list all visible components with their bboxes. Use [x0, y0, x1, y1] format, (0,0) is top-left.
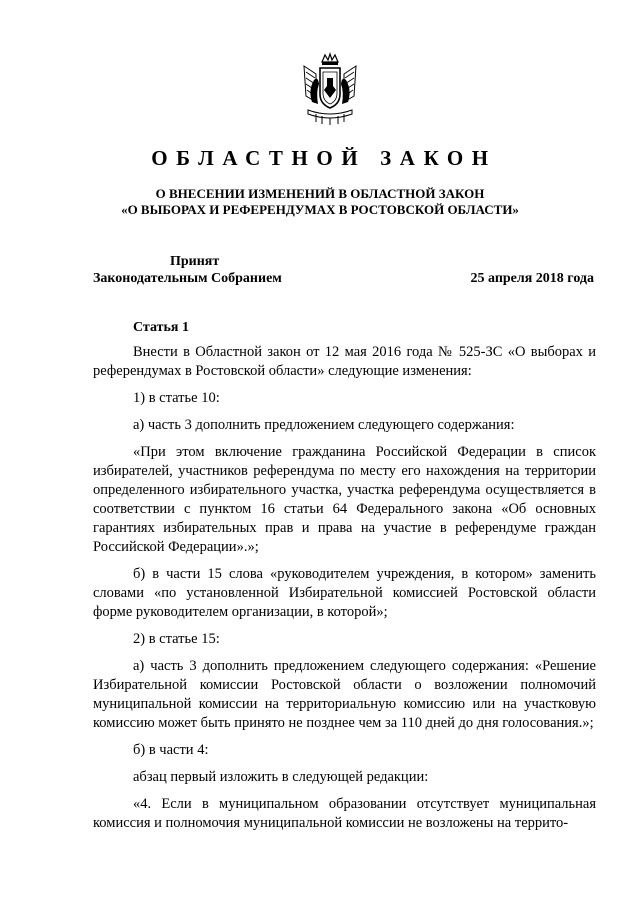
paragraph-item-1a: а) часть 3 дополнить предложением следующего содержания:	[133, 417, 515, 433]
document-subtitle-line-1: О ВНЕСЕНИИ ИЗМЕНЕНИЙ В ОБЛАСТНОЙ ЗАКОН	[155, 186, 485, 201]
paragraph-item-2: 2) в статье 15:	[133, 631, 220, 647]
document-subtitle-line-2: «О ВЫБОРАХ И РЕФЕРЕНДУМАХ В РОСТОВСКОЙ ОБЛАСТИ»	[121, 202, 519, 217]
paragraph-intro: Внести в Областной закон от 12 мая 2016 года № 525-ЗС «О выборах и референдумах в Ростовской области» следующие изменения:	[93, 344, 596, 379]
adoption-date: 25 апреля 2018 года	[470, 271, 594, 286]
coat-of-arms-emblem-icon	[298, 52, 362, 126]
document-title: ОБЛАСТНОЙ ЗАКОН	[151, 146, 497, 170]
paragraph-abzac: абзац первый изложить в следующей редакции:	[133, 769, 429, 785]
paragraph-item-2a: а) часть 3 дополнить предложением следующего содержания: «Решение Избирательной комиссии Ростовской области о возложении полномочий муниципальной комиссии на территориальную комиссию или на участковую комиссию может быть принято не позднее чем за 110 дней до дня голосования.»;	[93, 658, 596, 731]
adopted-label: Принят	[170, 254, 220, 269]
article-body	[93, 343, 596, 841]
paragraph-item-1b: б) в части 15 слова «руководителем учреждения, в котором» заменить словами «по установленной Избирательной комиссией Ростовской области форме руководителем организации, в которой»;	[93, 566, 596, 620]
paragraph-quote-1: «При этом включение гражданина Российской Федерации в список избирателей, участников референдума по месту его нахождения на территории определенного избирательного участка, участка референдума осуществляется в соответствии с пунктом 16 статьи 64 Федерального закона «Об основных гарантиях избирательных прав и права на участие в референдуме граждан Российской Федерации».»;	[93, 444, 596, 555]
article-heading: Статья 1	[133, 320, 189, 335]
paragraph-item-1: 1) в статье 10:	[133, 390, 220, 406]
paragraph-quote-4: «4. Если в муниципальном образовании отсутствует муниципальная комиссия и полномочия муниципальной комиссии не возложены на террито-	[93, 796, 596, 831]
paragraph-item-2b: б) в части 4:	[133, 742, 209, 758]
assembly-label: Законодательным Собранием	[93, 271, 282, 286]
